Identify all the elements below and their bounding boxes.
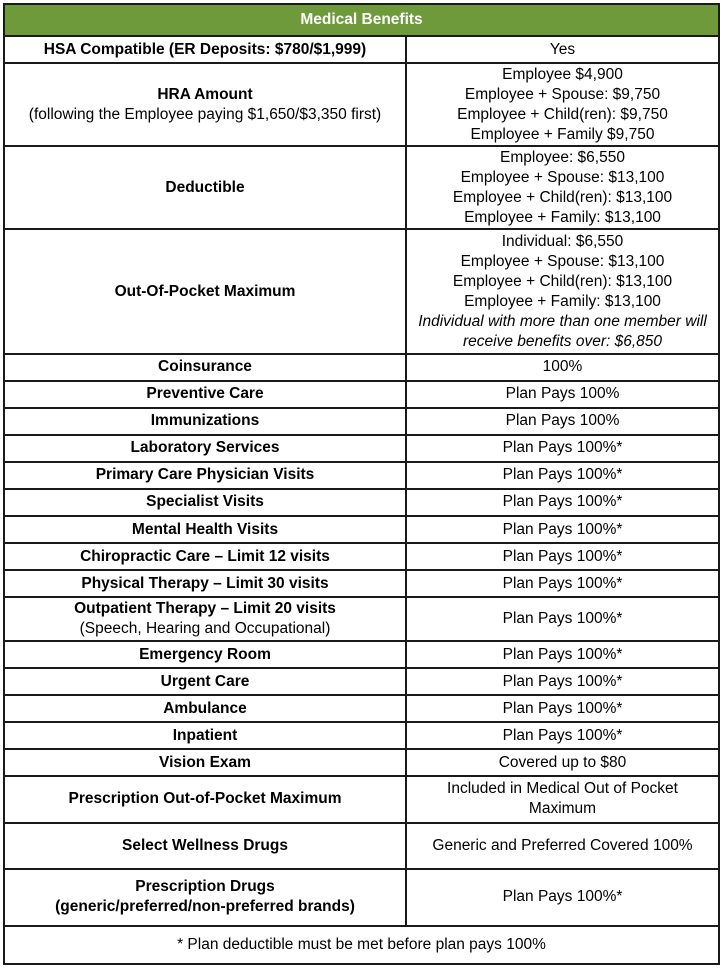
row-label-main: Outpatient Therapy – Limit 20 visits [74, 600, 336, 618]
row-label-sub: (Speech, Hearing and Occupational) [79, 620, 331, 638]
table-row [4, 570, 719, 597]
table-row [4, 489, 719, 516]
row-value [406, 695, 719, 722]
row-value [406, 381, 719, 408]
value-line: Plan Pays 100%* [502, 672, 623, 690]
value-line: Employee + Child(ren): $13,100 [452, 188, 673, 206]
value-line: Plan Pays 100%* [502, 726, 623, 744]
value-line: Employee + Family: $13,100 [464, 208, 661, 226]
table-row [4, 722, 719, 749]
value-note-line: receive benefits over: $6,850 [462, 332, 663, 350]
value-line: Employee + Family $9,750 [470, 125, 655, 143]
table-row [4, 435, 719, 462]
value-line: Generic and Preferred Covered 100% [432, 836, 693, 854]
row-value [406, 516, 719, 543]
value-line: Plan Pays 100%* [502, 466, 623, 484]
value-line: Employee + Spouse: $9,750 [464, 85, 661, 103]
value-line: Plan Pays 100%* [502, 439, 623, 457]
table-row [4, 668, 719, 695]
value-line: Covered up to $80 [498, 753, 627, 771]
table-row [4, 229, 719, 353]
table-row [4, 63, 719, 146]
table-row [4, 695, 719, 722]
row-value [406, 641, 719, 668]
row-label: Laboratory Services [4, 435, 406, 462]
row-label [4, 597, 406, 641]
row-value [406, 435, 719, 462]
row-label: Out-Of-Pocket Maximum [4, 229, 406, 353]
value-line: Plan Pays 100%* [502, 610, 623, 628]
table-row [4, 749, 719, 776]
row-label: Deductible [4, 146, 406, 229]
value-line: Plan Pays 100%* [502, 699, 623, 717]
table-title: Medical Benefits [4, 4, 719, 36]
value-line: Individual: $6,550 [501, 232, 624, 250]
row-value [406, 570, 719, 597]
row-label: Ambulance [4, 695, 406, 722]
value-line: Plan Pays 100%* [502, 574, 623, 592]
row-label: Specialist Visits [4, 489, 406, 516]
table-row [4, 146, 719, 229]
table-row [4, 408, 719, 435]
row-value [406, 63, 719, 146]
value-line: Plan Pays 100%* [502, 520, 623, 538]
footnote: * Plan deductible must be met before plan pays 100% [4, 926, 719, 964]
row-value [406, 229, 719, 353]
value-line: Plan Pays 100%* [502, 547, 623, 565]
medical-benefits-table [3, 3, 720, 965]
table-row [4, 823, 719, 869]
row-value [406, 597, 719, 641]
row-label: HSA Compatible (ER Deposits: $780/$1,999) [4, 36, 406, 63]
value-line: Plan Pays 100%* [502, 888, 623, 906]
table-row [4, 36, 719, 63]
row-value [406, 668, 719, 695]
table-row [4, 776, 719, 822]
value-line: Employee + Spouse: $13,100 [460, 168, 665, 186]
value-line: Yes [549, 40, 576, 58]
value-note-line: Individual with more than one member will [418, 312, 707, 330]
value-line: Employee + Family: $13,100 [464, 292, 661, 310]
table-row [4, 543, 719, 570]
value-line: Employee + Child(ren): $13,100 [452, 272, 673, 290]
row-value [406, 36, 719, 63]
row-value [406, 408, 719, 435]
value-line: Employee $4,900 [502, 65, 623, 83]
table-row [4, 641, 719, 668]
row-value [406, 146, 719, 229]
row-label [4, 869, 406, 926]
value-line: Maximum [528, 800, 597, 818]
value-line: Plan Pays 100% [505, 385, 620, 403]
row-value [406, 869, 719, 926]
value-line: Employee + Child(ren): $9,750 [457, 105, 668, 123]
row-label: Prescription Out-of-Pocket Maximum [4, 776, 406, 822]
value-line: Plan Pays 100%* [502, 645, 623, 663]
row-value [406, 354, 719, 381]
row-label: Vision Exam [4, 749, 406, 776]
row-value [406, 722, 719, 749]
value-line: Employee: $6,550 [500, 148, 625, 166]
table-row [4, 381, 719, 408]
table-row [4, 516, 719, 543]
value-line: Included in Medical Out of Pocket [447, 780, 678, 798]
table-row [4, 462, 719, 489]
row-label: Urgent Care [4, 668, 406, 695]
row-value [406, 776, 719, 822]
row-label: Physical Therapy – Limit 30 visits [4, 570, 406, 597]
row-label-sub: (following the Employee paying $1,650/$3,350 first) [28, 105, 382, 123]
row-value [406, 823, 719, 869]
row-label: Coinsurance [4, 354, 406, 381]
value-line: Plan Pays 100%* [502, 493, 623, 511]
row-label: Preventive Care [4, 381, 406, 408]
row-label: Immunizations [4, 408, 406, 435]
table-row [4, 354, 719, 381]
row-label: Inpatient [4, 722, 406, 749]
row-label [4, 63, 406, 146]
row-value [406, 462, 719, 489]
row-label: Chiropractic Care – Limit 12 visits [4, 543, 406, 570]
row-label-main: Prescription Drugs [135, 878, 275, 896]
row-label: Select Wellness Drugs [4, 823, 406, 869]
row-label: Emergency Room [4, 641, 406, 668]
value-line: 100% [542, 358, 583, 376]
value-line: Plan Pays 100% [505, 412, 620, 430]
row-label: Mental Health Visits [4, 516, 406, 543]
value-line: Employee + Spouse: $13,100 [460, 252, 665, 270]
table-row [4, 869, 719, 926]
row-value [406, 749, 719, 776]
table-row [4, 597, 719, 641]
row-value [406, 543, 719, 570]
row-value [406, 489, 719, 516]
row-label: Primary Care Physician Visits [4, 462, 406, 489]
row-label-second: (generic/preferred/non-preferred brands) [55, 898, 355, 916]
row-label-main: HRA Amount [157, 85, 253, 103]
